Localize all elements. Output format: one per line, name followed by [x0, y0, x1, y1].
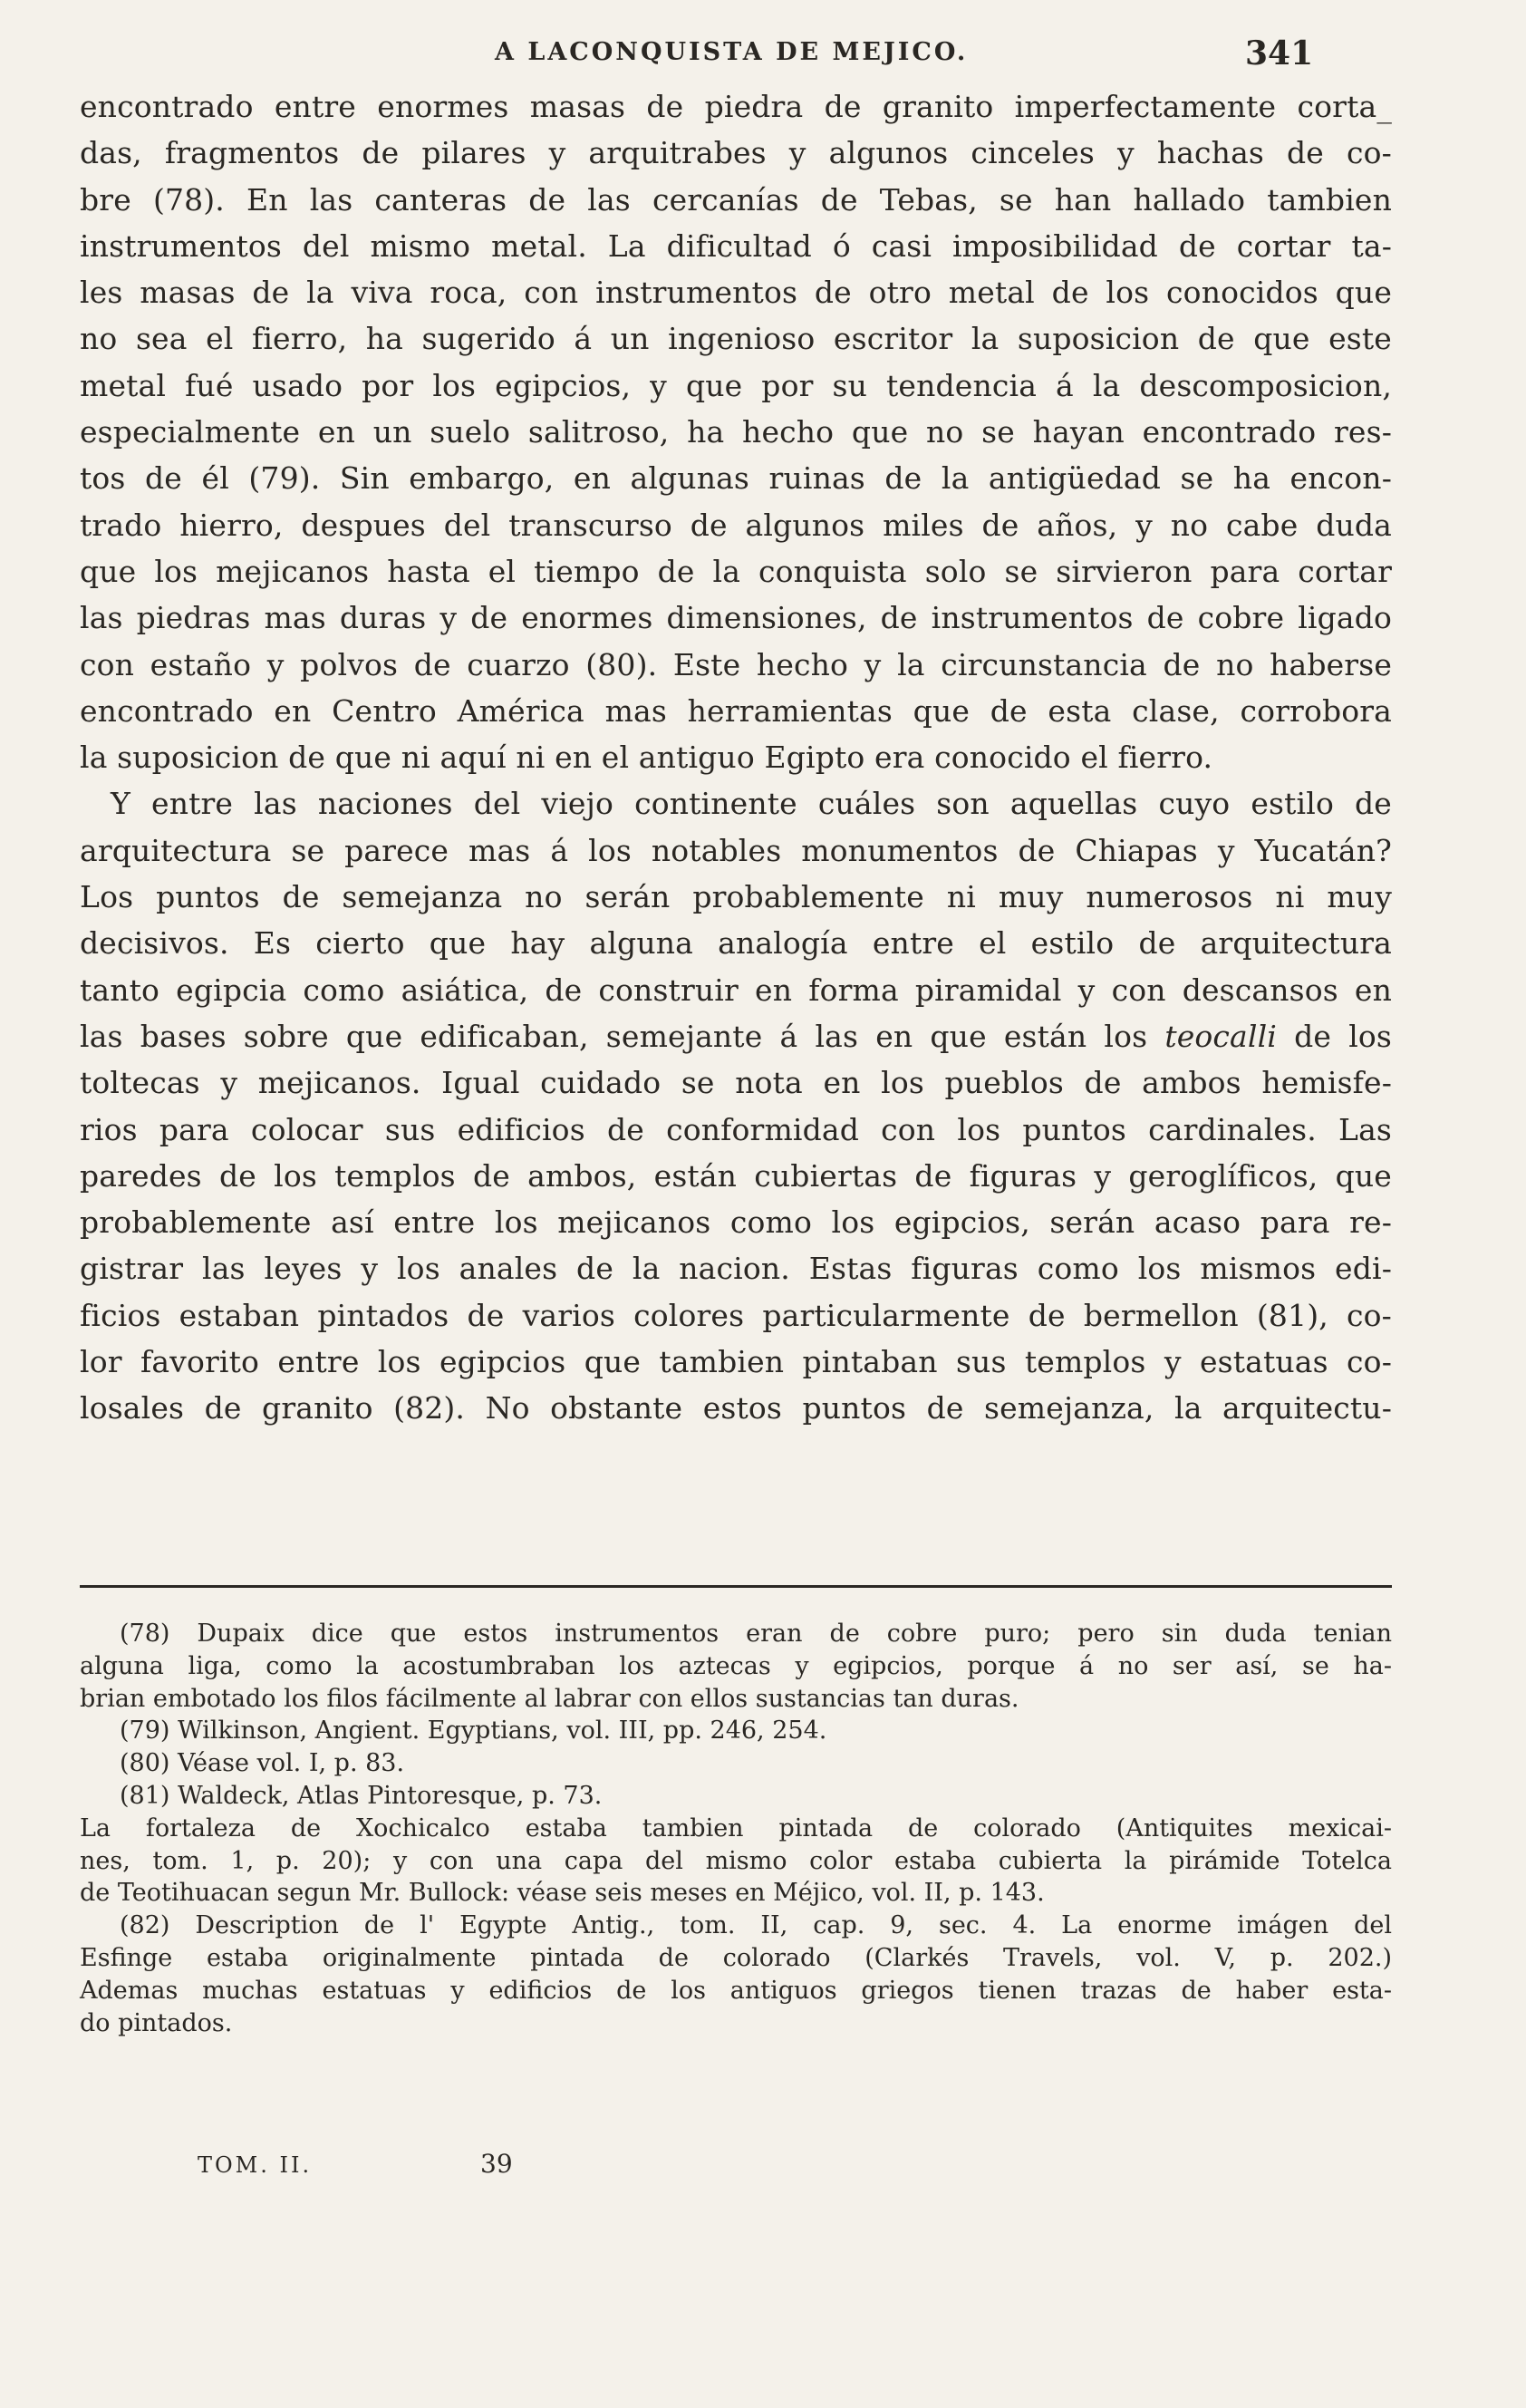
paragraph-1: [80, 83, 1392, 780]
text-line: Los puntos de semejanza no serán probablemente ni muy numerosos ni muy: [80, 879, 1392, 915]
text-line: metal fué usado por los egipcios, y que por su tendencia á la descomposicion,: [80, 367, 1392, 403]
text-line: la suposicion de que ni aquí ni en el antiguo Egipto era conocido el fierro.: [80, 740, 1213, 776]
text-line: rios para colocar sus edificios de conformidad con los puntos cardinales. Las: [80, 1111, 1392, 1147]
text-line-with-italic: [80, 1013, 1392, 1059]
text-line: Y entre las naciones del viejo continente cuáles son aquellas cuyo estilo de: [111, 786, 1392, 822]
footnote-line: alguna liga, como la acostumbraban los aztecas y egipcios, porque á no ser así, se ha-: [80, 1651, 1392, 1680]
text-segment: las bases sobre que edificaban, semejante á las en que están los: [80, 1018, 1165, 1054]
text-line: das, fragmentos de pilares y arquitrabes y algunos cinceles y hachas de co-: [80, 135, 1392, 171]
printer-signature: [0, 2149, 1526, 2185]
footnote-line: La fortaleza de Xochicalco estaba tambien pintada de colorado (Antiquites mexicai-: [80, 1813, 1392, 1842]
italic-term: teocalli: [1164, 1018, 1277, 1054]
footnote-line: de Teotihuacan segun Mr. Bullock: véase seis meses en Méjico, vol. II, p. 143.: [80, 1879, 1045, 1908]
text-line: bre (78). En las canteras de las cercanías de Tebas, se han hallado tambien: [80, 181, 1392, 218]
footnote-line: Ademas muchas estatuas y edificios de los antiguos griegos tienen trazas de haber esta-: [80, 1976, 1392, 2005]
footnote-divider: [80, 1585, 1392, 1588]
paragraph-2: [80, 780, 1392, 1431]
text-line: gistrar las leyes y los anales de la nacion. Estas figuras como los mismos edi-: [80, 1251, 1392, 1287]
text-line: especialmente en un suelo salitroso, ha hecho que no se hayan encontrado res-: [80, 414, 1392, 450]
text-line: lor favorito entre los egipcios que tambien pintaban sus templos y estatuas co-: [80, 1344, 1392, 1380]
text-segment: de los: [1277, 1018, 1392, 1054]
volume-mark: TOM. II.: [198, 2152, 313, 2178]
page-header: [0, 34, 1526, 80]
text-line: les masas de la viva roca, con instrumentos de otro metal de los conocidos que: [80, 275, 1392, 311]
main-text: [80, 83, 1392, 1432]
text-line: las piedras mas duras y de enormes dimensiones, de instrumentos de cobre ligado: [80, 600, 1392, 636]
text-line: encontrado en Centro América mas herramientas que de esta clase, corrobora: [80, 692, 1392, 729]
text-line: arquitectura se parece mas á los notables monumentos de Chiapas y Yucatán?: [80, 832, 1392, 868]
text-line: probablemente así entre los mejicanos como los egipcios, serán acaso para re-: [80, 1204, 1392, 1241]
footnote-line: brian embotado los filos fácilmente al labrar con ellos sustancias tan duras.: [80, 1684, 1019, 1713]
running-head: A LACONQUISTA DE MEJICO.: [495, 38, 969, 66]
footnote-line: (78) Dupaix dice que estos instrumentos eran de cobre puro; pero sin duda tenian: [120, 1620, 1392, 1648]
text-line: toltecas y mejicanos. Igual cuidado se nota en los pueblos de ambos hemisfe-: [80, 1065, 1392, 1101]
footnote-line: Esfinge estaba originalmente pintada de colorado (Clarkés Travels, vol. V, p. 202.): [80, 1943, 1392, 1972]
footnote-line: (81) Waldeck, Atlas Pintoresque, p. 73.: [120, 1781, 603, 1810]
text-line: instrumentos del mismo metal. La dificultad ó casi imposibilidad de cortar ta-: [80, 227, 1392, 264]
footnote-line: do pintados.: [80, 2008, 233, 2037]
text-line: losales de granito (82). No obstante estos puntos de semejanza, la arquitectu-: [80, 1390, 1392, 1426]
footnote-line: (79) Wilkinson, Angient. Egyptians, vol. III, pp. 246, 254.: [120, 1717, 827, 1746]
sheet-number: 39: [480, 2149, 513, 2179]
footnotes: [80, 1618, 1392, 2039]
footnote-line: nes, tom. 1, p. 20); y con una capa del mismo color estaba cubierta la pirámide Totelca: [80, 1846, 1392, 1875]
footnote-line: (80) Véase vol. I, p. 83.: [120, 1749, 405, 1778]
text-line: encontrado entre enormes masas de piedra de granito imperfectamente corta_: [80, 89, 1392, 124]
text-line: no sea el fierro, ha sugerido á un ingenioso escritor la suposicion de que este: [80, 321, 1392, 357]
text-line: con estaño y polvos de cuarzo (80). Este hecho y la circunstancia de no haberse: [80, 646, 1392, 682]
text-line: paredes de los templos de ambos, están cubiertas de figuras y geroglíficos, que: [80, 1157, 1392, 1194]
text-line: tanto egipcia como asiática, de construir en forma piramidal y con descansos en: [80, 972, 1392, 1008]
footnote-line: (82) Description de l' Egypte Antig., tom. II, cap. 9, sec. 4. La enorme imágen del: [120, 1911, 1392, 1940]
text-line: que los mejicanos hasta el tiempo de la conquista solo se sirvieron para cortar: [80, 553, 1392, 589]
text-line: tos de él (79). Sin embargo, en algunas ruinas de la antigüedad se ha encon-: [80, 460, 1392, 497]
text-line: ficios estaban pintados de varios colores particularmente de bermellon (81), co-: [80, 1297, 1392, 1333]
text-line: trado hierro, despues del transcurso de algunos miles de años, y no cabe duda: [80, 507, 1392, 543]
page-number: 341: [1245, 34, 1314, 73]
text-line: decisivos. Es cierto que hay alguna analogía entre el estilo de arquitectura: [80, 925, 1392, 962]
